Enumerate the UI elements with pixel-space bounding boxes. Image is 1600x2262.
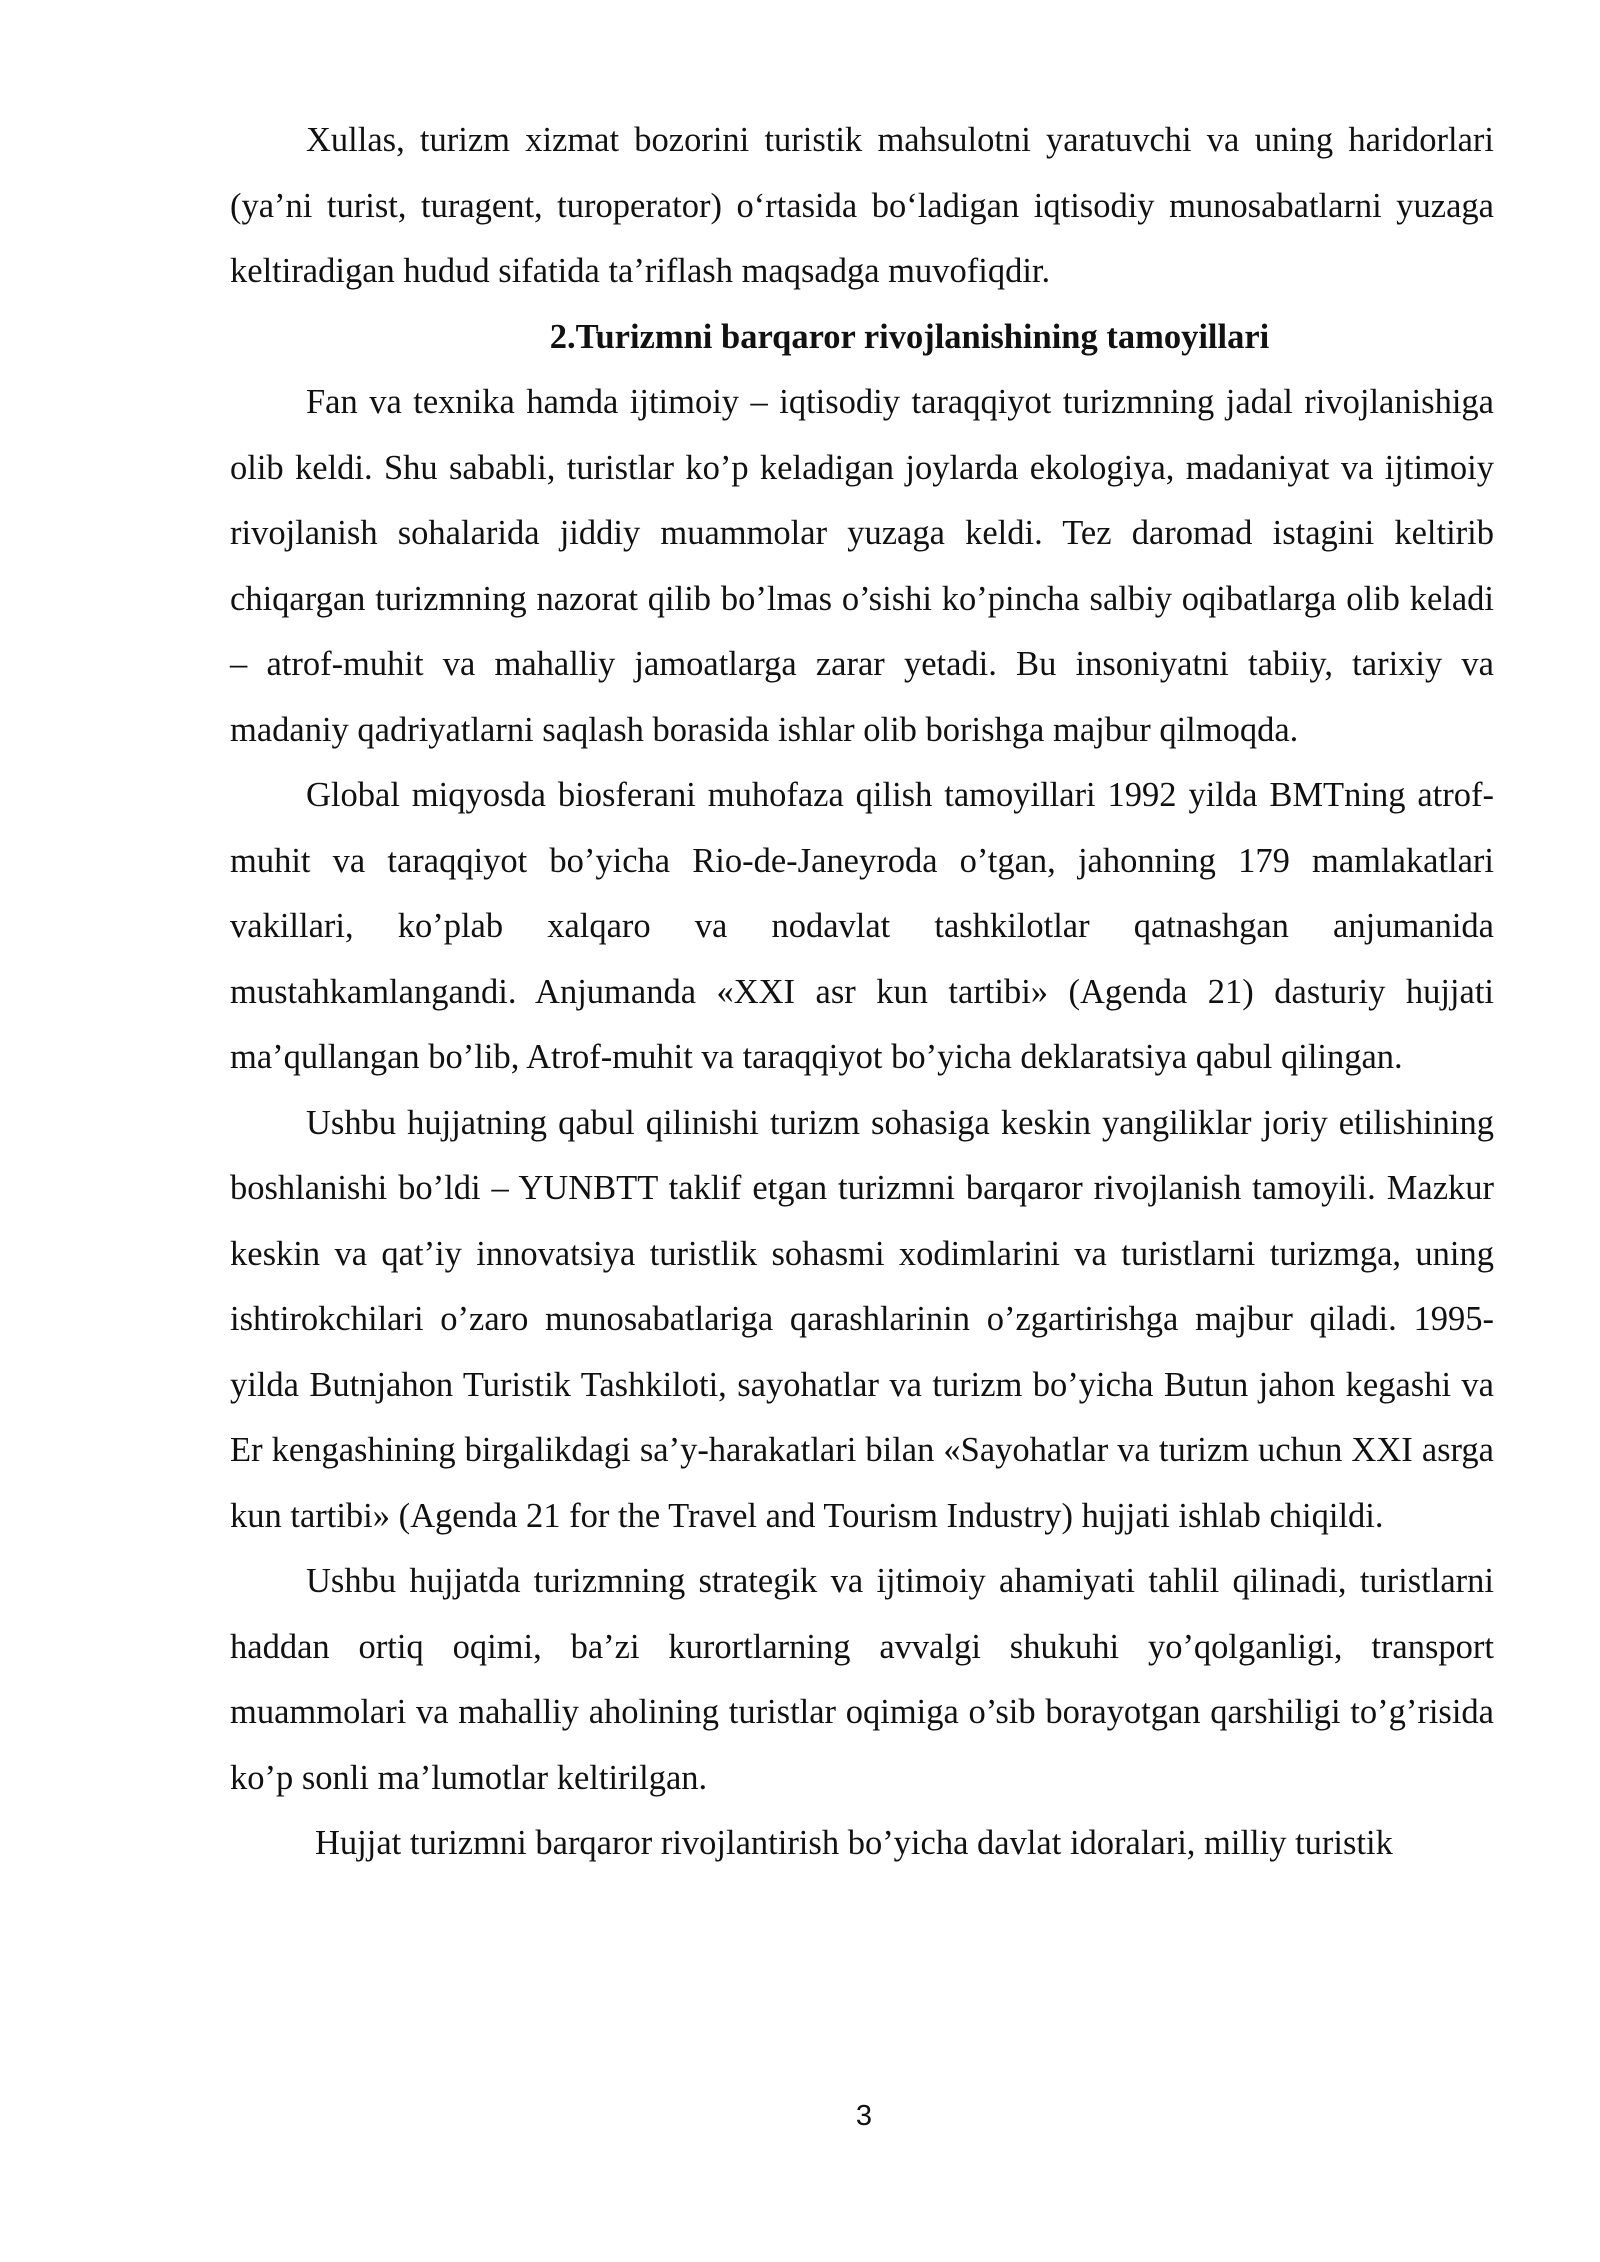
paragraph-conclusion: Xullas, turizm xizmat bozorini turistik mahsulotni yaratuvchi va uning haridorlari (ya’ni turist, turagent, turoperator) o‘rtasida bo‘ladigan iqtisodiy munosabatlarni yuzaga keltiradigan hudud sifatida ta’riflash maqsadga muvofiqdir.: [230, 121, 1494, 290]
page-number: 3: [855, 2100, 873, 2132]
paragraph: Global miqyosda biosferani muhofaza qilish tamoyillari 1992 yilda BMTning atrof-muhit va taraqqiyot bo’yicha Rio-de-Janeyroda o’tgan, jahonning 179 mamlakatlari vakillari, ko’plab xalqaro va nodavlat tashkilotlar qatnashgan anjumanida mustahkamlangandi. Anjumanda «XXI asr kun tartibi» (Agenda 21) dasturiy hujjati ma’qullangan bo’lib, Atrof-muhit va taraqqiyot bo’yicha deklaratsiya qabul qilingan.: [230, 776, 1494, 1076]
paragraph: Ushbu hujjatning qabul qilinishi turizm sohasiga keskin yangiliklar joriy etilishining boshlanishi bo’ldi – YUNBTT taklif etgan turizmni barqaror rivojlanish tamoyili. Mazkur keskin va qat’iy innovatsiya turistlik sohasmi xodimlarini va turistlarni turizmga, uning ishtirokchilari o’zaro munosabatlariga qarashlarinin o’zgartirishga majbur qiladi. 1995-yilda Butnjahon Turistik Tashkiloti, sayohatlar va turizm bo’yicha Butun jahon kegashi va Er kengashining birgalikdagi sa’y-harakatlari bilan «Sayohatlar va turizm uchun XXI asrga kun tartibi» (Agenda 21 for the Travel and Tourism Industry) hujjati ishlab chiqildi.: [230, 1103, 1494, 1535]
section-heading: 2.Turizmni barqaror rivojlanishining tamoyillari: [549, 317, 1270, 356]
page-body: [230, 108, 1494, 1877]
paragraph: Ushbu hujjatda turizmning strategik va ijtimoiy ahamiyati tahlil qilinadi, turistlarni haddan ortiq oqimi, ba’zi kurortlarning avvalgi shukuhi yo’qolganligi, transport muammolari va mahalliy aholining turistlar oqimiga o’sib borayotgan qarshiligi to’g’risida ko’p sonli ma’lumotlar keltirilgan.: [230, 1562, 1494, 1797]
paragraph: Fan va texnika hamda ijtimoiy – iqtisodiy taraqqiyot turizmning jadal rivojlanishiga olib keldi. Shu sababli, turistlar ko’p keladigan joylarda ekologiya, madaniyat va ijtimoiy rivojlanish sohalarida jiddiy muammolar yuzaga keldi. Tez daromad istagini keltirib chiqargan turizmning nazorat qilib bo’lmas o’sishi ko’pincha salbiy oqibatlarga olib keladi – atrof-muhit va mahalliy jamoatlarga zarar yetadi. Bu insoniyatni tabiiy, tarixiy va madaniy qadriyatlarni saqlash borasida ishlar olib borishga majbur qilmoqda.: [230, 383, 1494, 749]
paragraph: Hujjat turizmni barqaror rivojlantirish bo’yicha davlat idoralari, milliy turistik: [315, 1824, 1393, 1862]
